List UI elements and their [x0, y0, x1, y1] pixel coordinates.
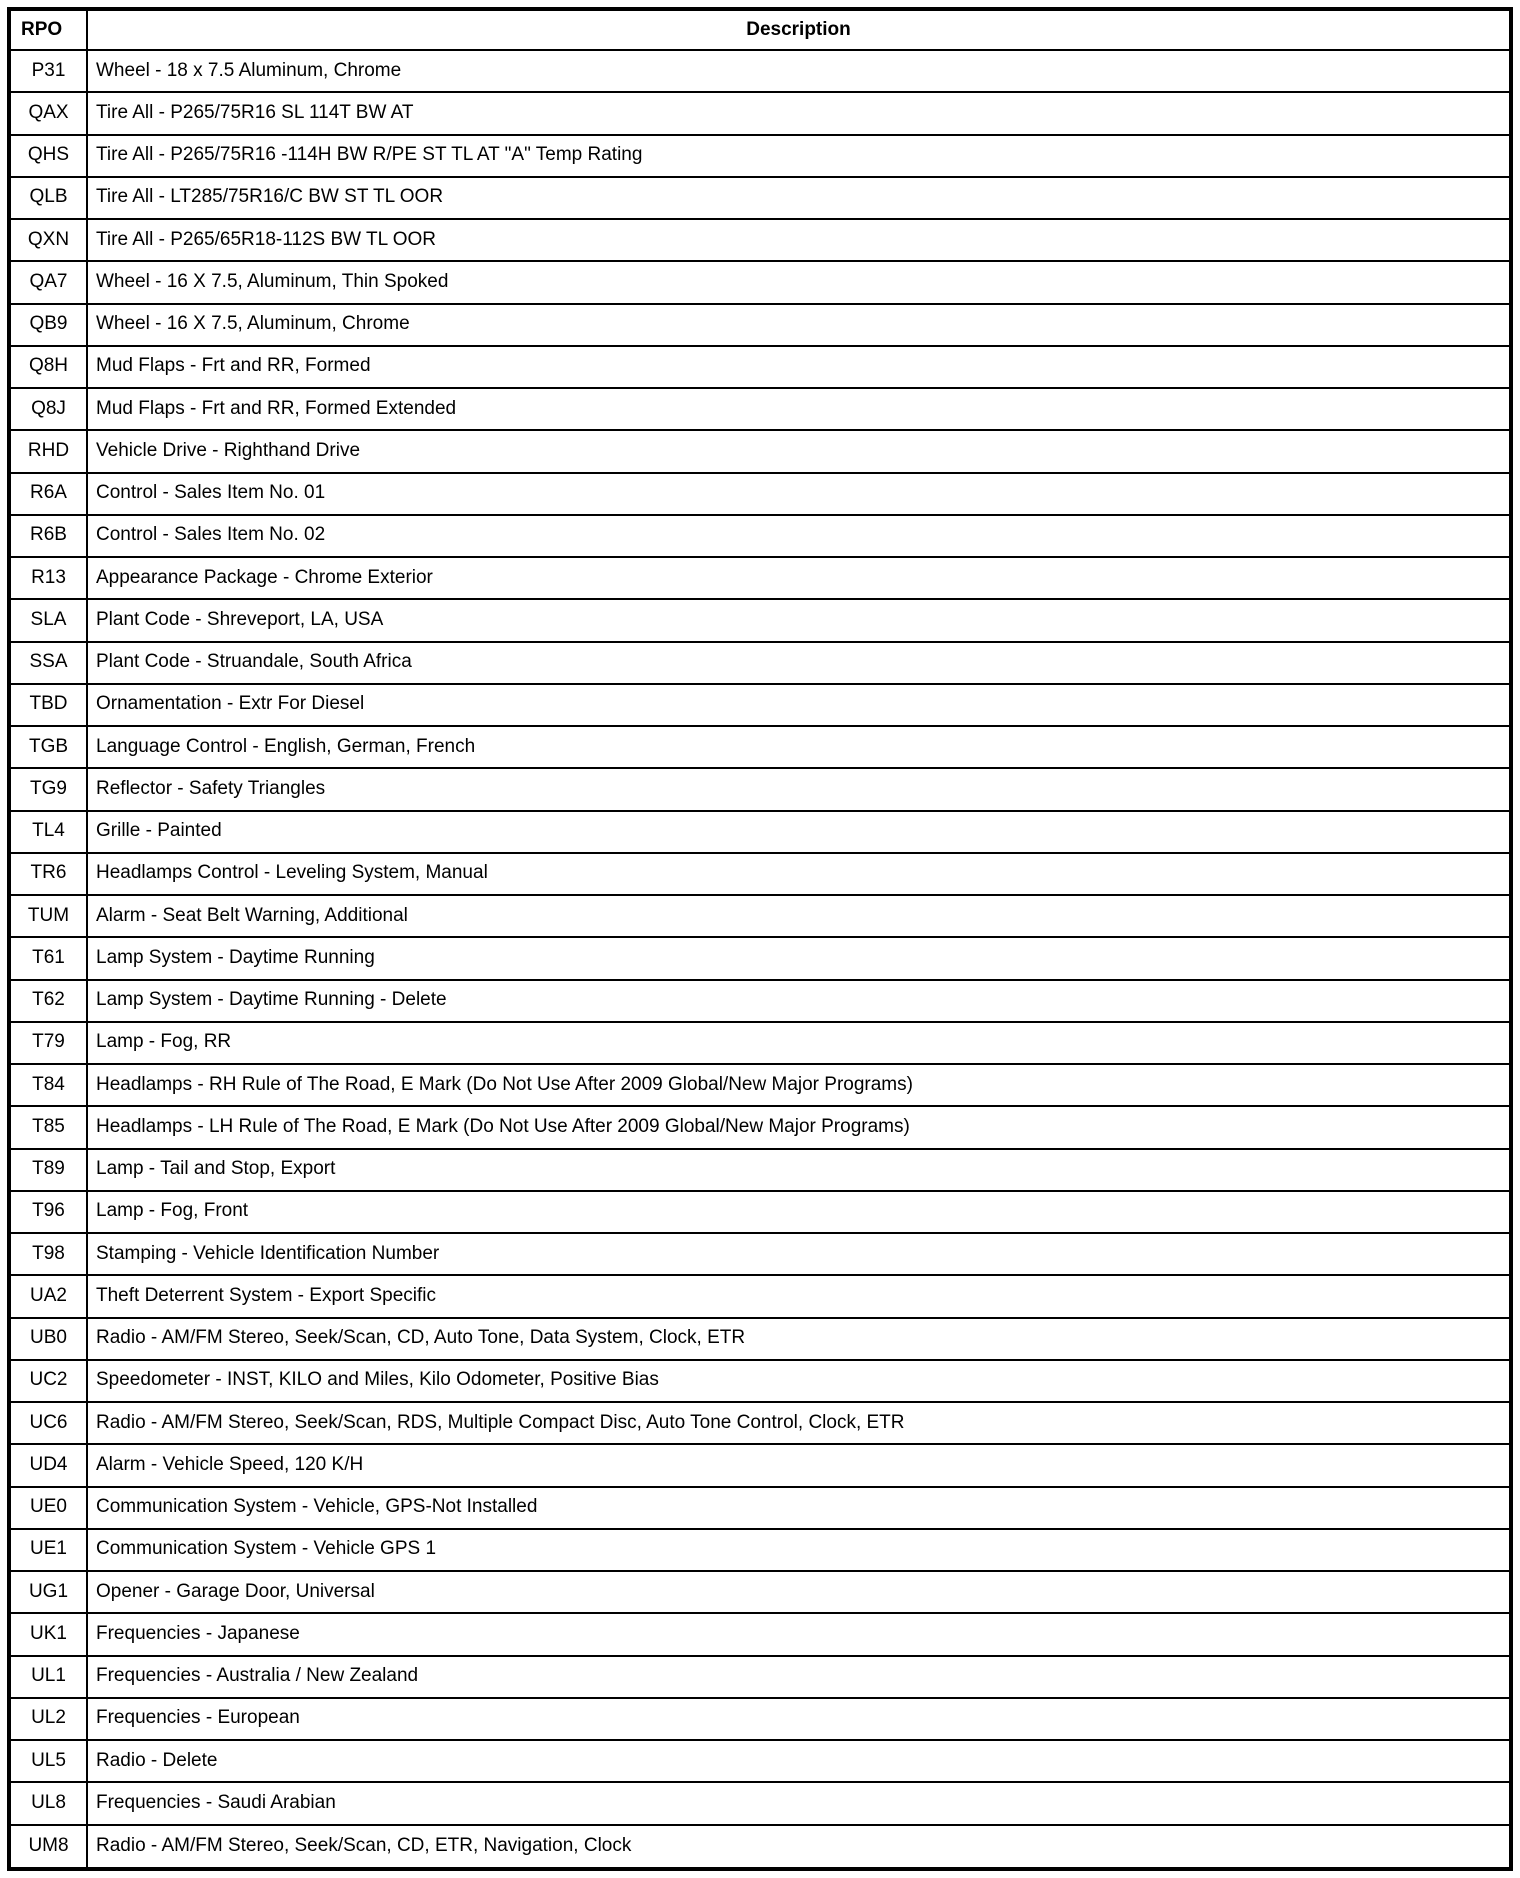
- description-cell: Tire All - P265/75R16 SL 114T BW AT: [87, 92, 1511, 134]
- rpo-code-cell: TR6: [9, 853, 87, 895]
- rpo-code-cell: T98: [9, 1233, 87, 1275]
- table-row: [9, 1233, 1511, 1275]
- table-row: [9, 1782, 1511, 1824]
- table-row: [9, 684, 1511, 726]
- description-cell: Opener - Garage Door, Universal: [87, 1571, 1511, 1613]
- description-cell: Frequencies - Saudi Arabian: [87, 1782, 1511, 1824]
- description-cell: Reflector - Safety Triangles: [87, 768, 1511, 810]
- description-cell: Lamp - Tail and Stop, Export: [87, 1149, 1511, 1191]
- description-cell: Mud Flaps - Frt and RR, Formed Extended: [87, 388, 1511, 430]
- rpo-code-cell: UL5: [9, 1740, 87, 1782]
- rpo-code-cell: T62: [9, 980, 87, 1022]
- description-cell: Tire All - P265/65R18-112S BW TL OOR: [87, 219, 1511, 261]
- rpo-table-body: [9, 50, 1511, 1869]
- rpo-code-cell: T96: [9, 1191, 87, 1233]
- description-cell: Communication System - Vehicle, GPS-Not Installed: [87, 1487, 1511, 1529]
- description-cell: Communication System - Vehicle GPS 1: [87, 1529, 1511, 1571]
- rpo-code-cell: TBD: [9, 684, 87, 726]
- description-cell: Control - Sales Item No. 02: [87, 515, 1511, 557]
- table-row: [9, 261, 1511, 303]
- table-row: [9, 599, 1511, 641]
- rpo-code-cell: UB0: [9, 1318, 87, 1360]
- rpo-code-cell: QHS: [9, 135, 87, 177]
- description-cell: Appearance Package - Chrome Exterior: [87, 557, 1511, 599]
- rpo-code-cell: QAX: [9, 92, 87, 134]
- rpo-code-cell: QA7: [9, 261, 87, 303]
- table-row: [9, 92, 1511, 134]
- rpo-code-cell: SSA: [9, 642, 87, 684]
- table-row: [9, 346, 1511, 388]
- table-row: [9, 1402, 1511, 1444]
- description-cell: Speedometer - INST, KILO and Miles, Kilo Odometer, Positive Bias: [87, 1360, 1511, 1402]
- table-row: [9, 1571, 1511, 1613]
- rpo-code-cell: RHD: [9, 430, 87, 472]
- description-cell: Plant Code - Shreveport, LA, USA: [87, 599, 1511, 641]
- table-row: [9, 768, 1511, 810]
- rpo-code-cell: T85: [9, 1106, 87, 1148]
- rpo-code-cell: UL8: [9, 1782, 87, 1824]
- rpo-code-cell: T89: [9, 1149, 87, 1191]
- rpo-code-cell: TL4: [9, 811, 87, 853]
- description-cell: Frequencies - Australia / New Zealand: [87, 1656, 1511, 1698]
- table-row: [9, 811, 1511, 853]
- table-row: [9, 430, 1511, 472]
- table-row: [9, 50, 1511, 92]
- rpo-code-cell: UC2: [9, 1360, 87, 1402]
- description-cell: Headlamps Control - Leveling System, Manual: [87, 853, 1511, 895]
- description-cell: Ornamentation - Extr For Diesel: [87, 684, 1511, 726]
- description-cell: Language Control - English, German, French: [87, 726, 1511, 768]
- description-cell: Stamping - Vehicle Identification Number: [87, 1233, 1511, 1275]
- rpo-code-cell: UL1: [9, 1656, 87, 1698]
- rpo-code-cell: UK1: [9, 1613, 87, 1655]
- table-row: [9, 1064, 1511, 1106]
- table-row: [9, 980, 1511, 1022]
- rpo-code-cell: TGB: [9, 726, 87, 768]
- rpo-code-cell: UA2: [9, 1275, 87, 1317]
- rpo-code-cell: Q8J: [9, 388, 87, 430]
- table-row: [9, 1656, 1511, 1698]
- description-cell: Lamp - Fog, Front: [87, 1191, 1511, 1233]
- rpo-code-cell: R6B: [9, 515, 87, 557]
- description-cell: Control - Sales Item No. 01: [87, 473, 1511, 515]
- description-cell: Frequencies - European: [87, 1698, 1511, 1740]
- description-cell: Headlamps - RH Rule of The Road, E Mark (Do Not Use After 2009 Global/New Major Programs): [87, 1064, 1511, 1106]
- description-cell: Wheel - 16 X 7.5, Aluminum, Thin Spoked: [87, 261, 1511, 303]
- table-row: [9, 1740, 1511, 1782]
- description-column-header: Description: [87, 9, 1511, 50]
- description-cell: Mud Flaps - Frt and RR, Formed: [87, 346, 1511, 388]
- table-row: [9, 1149, 1511, 1191]
- description-cell: Vehicle Drive - Righthand Drive: [87, 430, 1511, 472]
- description-cell: Radio - Delete: [87, 1740, 1511, 1782]
- table-row: [9, 1106, 1511, 1148]
- rpo-code-cell: T61: [9, 937, 87, 979]
- description-cell: Wheel - 16 X 7.5, Aluminum, Chrome: [87, 304, 1511, 346]
- description-cell: Theft Deterrent System - Export Specific: [87, 1275, 1511, 1317]
- table-row: [9, 1275, 1511, 1317]
- table-row: [9, 135, 1511, 177]
- rpo-code-cell: UE1: [9, 1529, 87, 1571]
- description-cell: Lamp - Fog, RR: [87, 1022, 1511, 1064]
- rpo-code-cell: P31: [9, 50, 87, 92]
- table-row: [9, 1487, 1511, 1529]
- table-row: [9, 642, 1511, 684]
- rpo-code-cell: UE0: [9, 1487, 87, 1529]
- description-cell: Lamp System - Daytime Running: [87, 937, 1511, 979]
- description-cell: Grille - Painted: [87, 811, 1511, 853]
- description-cell: Frequencies - Japanese: [87, 1613, 1511, 1655]
- description-cell: Radio - AM/FM Stereo, Seek/Scan, CD, Auto Tone, Data System, Clock, ETR: [87, 1318, 1511, 1360]
- description-cell: Alarm - Vehicle Speed, 120 K/H: [87, 1444, 1511, 1486]
- rpo-code-cell: SLA: [9, 599, 87, 641]
- rpo-code-table: [7, 7, 1513, 1871]
- table-row: [9, 1360, 1511, 1402]
- table-row: [9, 1191, 1511, 1233]
- rpo-code-cell: TG9: [9, 768, 87, 810]
- rpo-code-cell: T84: [9, 1064, 87, 1106]
- table-row: [9, 726, 1511, 768]
- description-cell: Radio - AM/FM Stereo, Seek/Scan, RDS, Multiple Compact Disc, Auto Tone Control, Clock, ETR: [87, 1402, 1511, 1444]
- table-row: [9, 1318, 1511, 1360]
- rpo-code-cell: UD4: [9, 1444, 87, 1486]
- description-cell: Radio - AM/FM Stereo, Seek/Scan, CD, ETR, Navigation, Clock: [87, 1825, 1511, 1870]
- header-row: [9, 9, 1511, 50]
- table-row: [9, 388, 1511, 430]
- table-row: [9, 1444, 1511, 1486]
- description-cell: Tire All - LT285/75R16/C BW ST TL OOR: [87, 177, 1511, 219]
- rpo-code-cell: TUM: [9, 895, 87, 937]
- description-cell: Headlamps - LH Rule of The Road, E Mark (Do Not Use After 2009 Global/New Major Programs): [87, 1106, 1511, 1148]
- rpo-code-cell: UG1: [9, 1571, 87, 1613]
- table-row: [9, 473, 1511, 515]
- description-cell: Plant Code - Struandale, South Africa: [87, 642, 1511, 684]
- description-cell: Tire All - P265/75R16 -114H BW R/PE ST TL AT "A" Temp Rating: [87, 135, 1511, 177]
- rpo-code-cell: Q8H: [9, 346, 87, 388]
- table-row: [9, 1613, 1511, 1655]
- rpo-code-cell: UM8: [9, 1825, 87, 1870]
- table-row: [9, 1698, 1511, 1740]
- table-row: [9, 853, 1511, 895]
- table-row: [9, 304, 1511, 346]
- description-cell: Lamp System - Daytime Running - Delete: [87, 980, 1511, 1022]
- rpo-column-header: RPO: [9, 9, 87, 50]
- rpo-code-cell: UC6: [9, 1402, 87, 1444]
- table-row: [9, 177, 1511, 219]
- rpo-code-cell: QB9: [9, 304, 87, 346]
- table-row: [9, 1022, 1511, 1064]
- table-row: [9, 1825, 1511, 1870]
- rpo-code-cell: T79: [9, 1022, 87, 1064]
- rpo-code-cell: QLB: [9, 177, 87, 219]
- table-row: [9, 219, 1511, 261]
- rpo-code-cell: R13: [9, 557, 87, 599]
- table-header: [9, 9, 1511, 50]
- table-row: [9, 1529, 1511, 1571]
- rpo-code-cell: QXN: [9, 219, 87, 261]
- table-row: [9, 557, 1511, 599]
- table-row: [9, 937, 1511, 979]
- table-row: [9, 895, 1511, 937]
- rpo-code-cell: R6A: [9, 473, 87, 515]
- rpo-code-cell: UL2: [9, 1698, 87, 1740]
- description-cell: Alarm - Seat Belt Warning, Additional: [87, 895, 1511, 937]
- description-cell: Wheel - 18 x 7.5 Aluminum, Chrome: [87, 50, 1511, 92]
- table-row: [9, 515, 1511, 557]
